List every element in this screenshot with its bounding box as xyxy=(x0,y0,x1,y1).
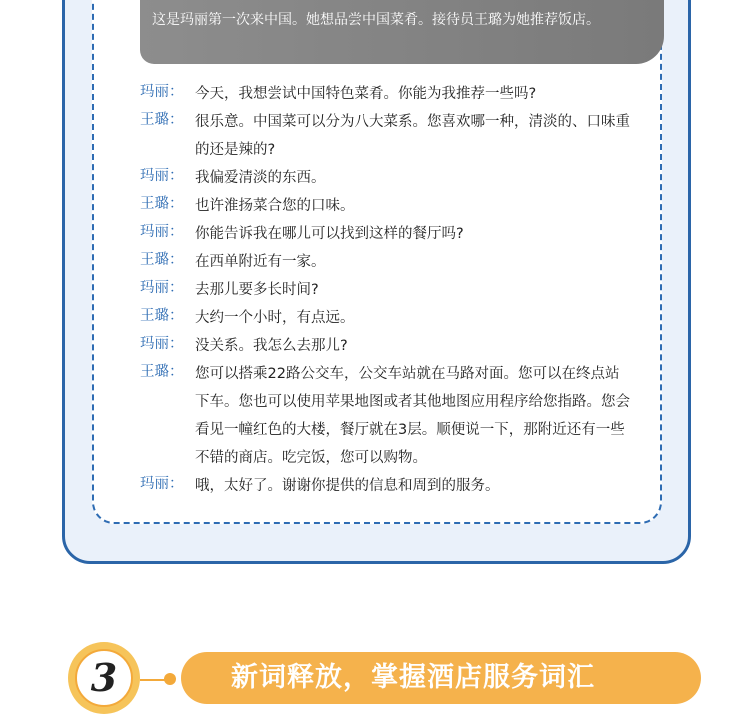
dialogue-line xyxy=(140,80,630,108)
dialogue-line xyxy=(140,248,630,276)
dialogue-text: 很乐意。中国菜可以分为八大菜系。您喜欢哪一种，清淡的、口味重的还是辣的? xyxy=(195,114,630,158)
speaker-label: 玛丽： xyxy=(140,224,184,240)
dialogue-line xyxy=(140,164,630,192)
scenario-intro: 这是玛丽第一次来中国。她想品尝中国菜肴。接待员王璐为她推荐饭店。 xyxy=(140,0,664,64)
speaker-label: 王璐： xyxy=(140,308,184,324)
dialogue-line xyxy=(140,360,630,472)
section-header xyxy=(68,642,750,722)
dialogue-line xyxy=(140,276,630,304)
speaker-label: 王璐： xyxy=(140,252,184,268)
dialogue-text: 您可以搭乘22路公交车，公交车站就在马路对面。您可以在终点站下车。您也可以使用苹果地图或者其他地图应用程序给您指路。您会看见一幢红色的大楼，餐厅就在3层。顺便说一下，那附近还有一些不错的商店。吃完饭，您可以购物。 xyxy=(195,366,630,466)
dialogue-line xyxy=(140,472,630,500)
dialogue-text: 去那儿要多长时间? xyxy=(195,282,319,298)
dialogue-text: 在西单附近有一家。 xyxy=(195,254,326,270)
speaker-label: 玛丽： xyxy=(140,168,184,184)
speaker-label: 玛丽： xyxy=(140,336,184,352)
speaker-label: 王璐： xyxy=(140,364,184,380)
dialogue-line xyxy=(140,304,630,332)
dialogue-text: 大约一个小时，有点远。 xyxy=(195,310,355,326)
dialogue-text: 哦，太好了。谢谢你提供的信息和周到的服务。 xyxy=(195,478,500,494)
dialogue-text: 没关系。我怎么去那儿? xyxy=(195,338,348,354)
dialogue-text: 也许淮扬菜合您的口味。 xyxy=(195,198,355,214)
speaker-label: 王璐： xyxy=(140,196,184,212)
dialogue-line xyxy=(140,220,630,248)
dialogue-text: 我偏爱清淡的东西。 xyxy=(195,170,326,186)
dialogue-list xyxy=(140,80,630,500)
speaker-label: 玛丽： xyxy=(140,476,184,492)
speaker-label: 王璐： xyxy=(140,112,184,128)
dialogue-line xyxy=(140,108,630,164)
dialogue-line xyxy=(140,192,630,220)
dialogue-text: 你能告诉我在哪儿可以找到这样的餐厅吗? xyxy=(195,226,464,242)
dialogue-text: 今天，我想尝试中国特色菜肴。你能为我推荐一些吗? xyxy=(195,86,537,102)
connector-dot xyxy=(164,673,176,685)
section-number: 3 xyxy=(75,649,133,707)
section-number-badge xyxy=(68,642,140,714)
speaker-label: 玛丽： xyxy=(140,84,184,100)
speaker-label: 玛丽： xyxy=(140,280,184,296)
section-title-banner: 新词释放，掌握酒店服务词汇 xyxy=(181,652,701,704)
dialogue-line xyxy=(140,332,630,360)
